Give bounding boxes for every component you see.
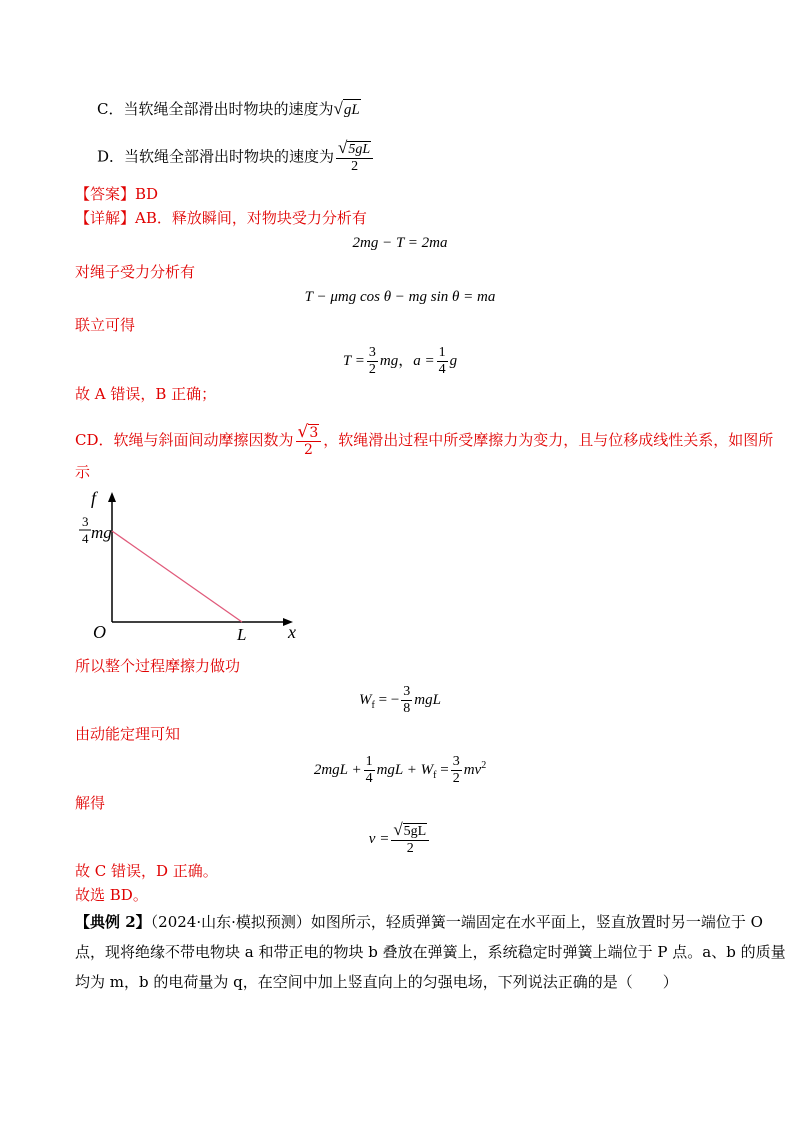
eq3-lhs: T = xyxy=(342,352,365,369)
cd-text-3: 示 xyxy=(75,463,91,481)
y-axis-arrow xyxy=(108,492,116,502)
friction-graph xyxy=(82,488,315,648)
eq5-d: mv xyxy=(463,761,482,778)
final-answer: 故选 BD。 xyxy=(75,886,148,904)
equation-5 xyxy=(0,754,800,787)
eq6-num: 5gL xyxy=(403,824,427,839)
option-d-num: 5gL xyxy=(348,142,371,157)
eq4-fraction xyxy=(401,684,412,717)
eq5-sup: 2 xyxy=(481,759,487,771)
eq5-fraction xyxy=(364,754,375,787)
eq5-a: 2mgL + xyxy=(313,761,362,778)
cd-frac-den: 2 xyxy=(303,442,313,458)
answer-label: 【答案】 xyxy=(75,185,136,203)
eq3-sep: ， xyxy=(398,352,414,369)
example2-label: 【典例 2】 xyxy=(75,913,151,931)
friction-line xyxy=(112,531,242,622)
option-d xyxy=(97,140,375,175)
x-axis-label: x xyxy=(288,622,296,642)
example2-line2: 点，现将绝缘不带电物块 a 和带正电的物块 b 叠放在弹簧上，系统稳定时弹簧上端位于 P 点。a、b 的质量 xyxy=(75,943,786,961)
equation-4 xyxy=(0,684,800,717)
eq3-a: a = xyxy=(413,352,435,369)
example2-line1-text: （2024·山东·模拟预测）如图所示，轻质弹簧一端固定在水平面上，竖直放置时另一端位于 O xyxy=(150,913,763,931)
eq5-c: = xyxy=(440,761,449,778)
eq5-den: 4 xyxy=(365,771,373,786)
cd-frac-num: 3 xyxy=(309,425,319,441)
eq3-fraction-2 xyxy=(437,345,448,378)
option-d-text: D．当软绳全部滑出时物块的速度为 xyxy=(97,147,335,166)
y-value-unit: mg xyxy=(91,523,112,542)
work-text: 所以整个过程摩擦力做功 xyxy=(75,657,241,675)
eq4-den: 8 xyxy=(403,701,411,716)
option-d-fraction: $\frac{√5gL}{2}$ xyxy=(336,140,373,175)
eq3-den2: 4 xyxy=(438,362,446,377)
detail-intro xyxy=(75,208,367,228)
eq5-num2: 3 xyxy=(452,754,460,769)
option-c-text: C．当软绳全部滑出时物块的速度为 xyxy=(97,100,334,118)
y-value-den: 4 xyxy=(82,531,89,546)
eq6-den: 2 xyxy=(406,841,414,856)
kinetic-text: 由动能定理可知 xyxy=(75,725,181,743)
eq5-b: mgL + W xyxy=(376,761,434,778)
rope-text: 对绳子受力分析有 xyxy=(75,263,196,281)
cd-fraction: $\frac{√3}{2}$ xyxy=(296,424,322,458)
cd-text-1: CD．软绳与斜面间动摩擦因数为 xyxy=(75,431,294,449)
eq5-num: 1 xyxy=(365,754,373,769)
eq3-fraction xyxy=(367,345,378,378)
conclusion-2: 故 C 错误，D 正确。 xyxy=(75,862,218,880)
cd-text-2: ，软绳滑出过程中所受摩擦力为变力，且与位移成线性关系，如图所 xyxy=(323,431,774,449)
equation-3 xyxy=(0,345,800,378)
solve-text: 解得 xyxy=(75,794,106,812)
y-axis-label: f xyxy=(91,488,97,508)
conclusion-1: 故 A 错误，B 正确； xyxy=(75,385,217,403)
option-d-den: 2 xyxy=(351,159,359,174)
equation-6 xyxy=(0,822,800,857)
equation-2: T − μmg cos θ − mg sin θ = ma xyxy=(304,289,496,305)
option-c-sqrt: √gL xyxy=(333,99,360,118)
example2-line1 xyxy=(75,912,763,932)
eq4-rhs: mgL xyxy=(414,691,441,708)
option-c xyxy=(97,99,361,120)
answer-value: BD xyxy=(135,185,159,203)
x-tick-label: L xyxy=(237,625,247,644)
eq3-den: 2 xyxy=(368,362,376,377)
option-c-expr: gL xyxy=(343,99,361,120)
eq3-mg: mg xyxy=(379,352,399,369)
eq4-num: 3 xyxy=(403,684,411,699)
detail-intro-text: AB．释放瞬间，对物块受力分析有 xyxy=(135,209,367,227)
detail-label: 【详解】 xyxy=(75,209,136,227)
equation-1: 2mg − T = 2ma xyxy=(352,235,448,251)
answer-line xyxy=(75,184,158,204)
combine-text: 联立可得 xyxy=(75,316,136,334)
eq6-lhs: v = xyxy=(368,830,390,847)
cd-line xyxy=(75,424,773,458)
example2-line3: 均为 m，b 的电荷量为 q，在空间中加上竖直向上的匀强电场，下列说法正确的是（ ） xyxy=(75,973,678,991)
eq5-sub: f xyxy=(433,769,437,781)
y-value-num: 3 xyxy=(82,514,89,529)
eq3-num2: 1 xyxy=(438,345,446,360)
origin-label: O xyxy=(93,622,106,642)
eq5-den2: 2 xyxy=(452,771,460,786)
eq6-fraction: $\frac{√5gL}{2}$ xyxy=(391,822,429,857)
eq3-g: g xyxy=(449,352,458,369)
eq4-eq: = − xyxy=(378,691,400,708)
eq5-fraction-2 xyxy=(451,754,462,787)
eq4-lhs: W xyxy=(359,691,372,708)
eq3-num: 3 xyxy=(368,345,376,360)
eq4-sub: f xyxy=(371,699,375,711)
